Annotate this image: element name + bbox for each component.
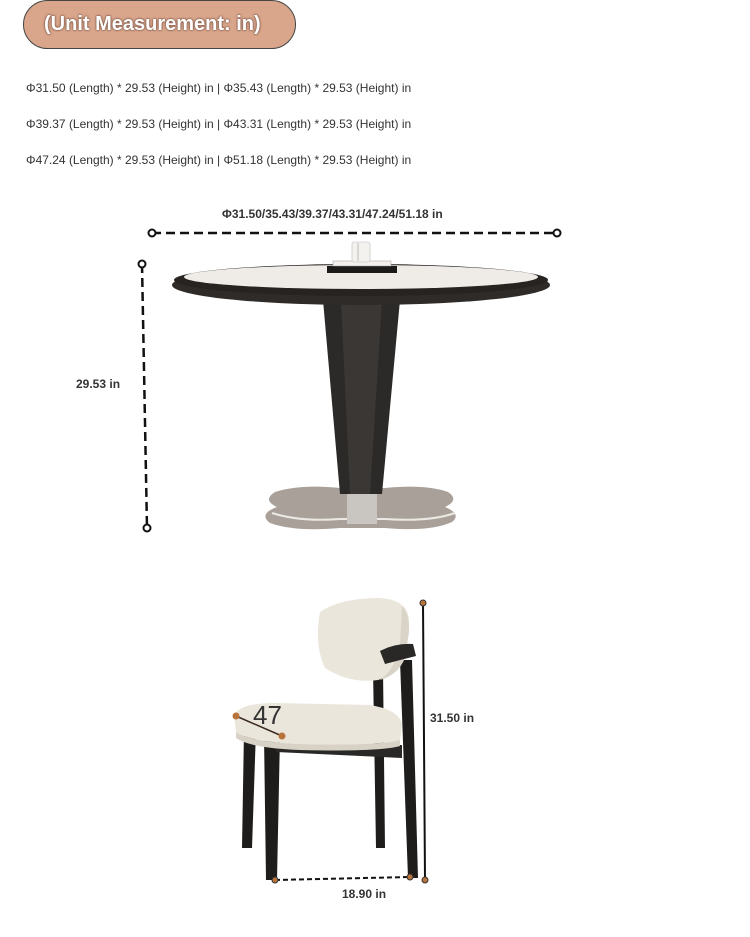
unit-measurement-label: (Unit Measurement: in) [44, 13, 261, 35]
table-diameter-label: Φ31.50/35.43/39.37/43.31/47.24/51.18 in [222, 207, 443, 221]
table-diameter-dimension [149, 230, 561, 237]
spec-line-1: Φ31.50 (Length) * 29.53 (Height) in | Φ35.43 (Length) * 29.53 (Height) in [26, 81, 412, 95]
table-height-dimension [139, 261, 151, 532]
chair-width-dimension [272, 874, 413, 883]
round-table-image [172, 242, 550, 529]
chair-width-label: 18.90 in [342, 887, 387, 901]
spec-line-3: Φ47.24 (Length) * 29.53 (Height) in | Φ51.18 (Length) * 29.53 (Height) in [26, 153, 412, 167]
chair-height-label: 31.50 in [430, 711, 475, 725]
table-height-label: 29.53 in [76, 377, 121, 391]
spec-line-2: Φ39.37 (Length) * 29.53 (Height) in | Φ43.31 (Length) * 29.53 (Height) in [26, 117, 412, 131]
dining-chair-image [234, 598, 418, 880]
chair-seat-label: 47 [253, 700, 282, 730]
chair-height-dimension [420, 600, 428, 883]
